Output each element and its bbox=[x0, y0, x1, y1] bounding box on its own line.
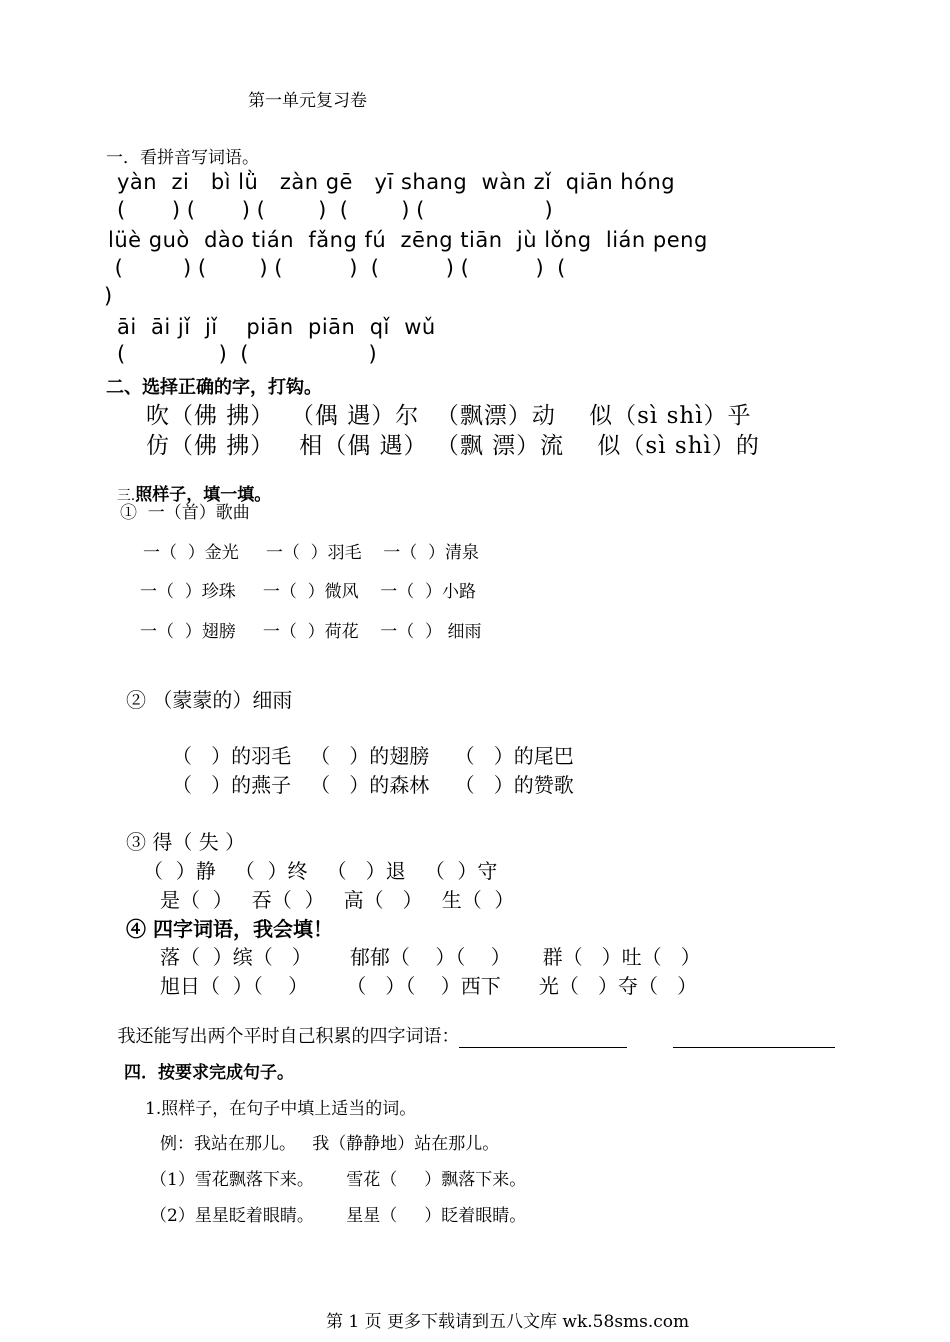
sub3-row-2: 是（ ） 吞（ ） 高（ ） 生（ ） bbox=[160, 888, 515, 912]
section4-question-1: （1）雪花飘落下来。 雪花（ ）飘落下来。 bbox=[150, 1170, 527, 1190]
answer-blank-2[interactable] bbox=[673, 1029, 835, 1048]
section4-question-2: （2）星星眨着眼睛。 星星（ ）眨着眼睛。 bbox=[150, 1206, 527, 1226]
sub4-row-2: 旭日（ ）（ ） （ ）（ ）西下 光（ ）夺（ ） bbox=[160, 974, 698, 998]
section4-heading: 四．按要求完成句子。 bbox=[124, 1063, 294, 1083]
sub4-extra bbox=[106, 1001, 835, 1048]
page-footer: 第 1 页 更多下载请到五八文库 wk.58sms.com bbox=[326, 1312, 690, 1332]
section2-line-2: 仿（佛 拂） 相（偶 遇） （飘 漂）流 似（sì shì）的 bbox=[146, 433, 760, 459]
pinyin-row-2: lüè guò dào tián fǎng fú zēng tiān jù lǒng lián peng bbox=[108, 228, 708, 252]
pinyin-row-1: yàn zi bì lǜ zàn gē yī shang wàn zǐ qiān hóng bbox=[117, 170, 676, 194]
sub3-row-1: （ ）静 （ ）终 （ ）退 （ ）守 bbox=[143, 859, 498, 883]
section4-example: 例：我站在那儿。 我（静静地）站在那儿。 bbox=[160, 1134, 500, 1154]
answer-parens-row-2-wrap: ) bbox=[104, 284, 113, 308]
sub2-row-1: （ ）的羽毛 （ ）的翅膀 （ ）的尾巴 bbox=[172, 744, 574, 768]
sub2-row-2: （ ）的燕子 （ ）的森林 （ ）的赞歌 bbox=[172, 773, 574, 797]
sub4-heading: ④ 四字词语，我会填！ bbox=[126, 917, 333, 941]
answer-parens-row-2: ( ) ( ) ( ) ( ) ( ) ( bbox=[108, 256, 566, 280]
section4-sub1: 1.照样子，在句子中填上适当的词。 bbox=[145, 1099, 417, 1119]
answer-parens-row-3: ( ) ( ) bbox=[117, 342, 377, 366]
sub1-row-1: 一（ ）金光 一（ ）羽毛 一（ ）清泉 bbox=[143, 543, 480, 563]
sub3-example: ③ 得（ 失 ） bbox=[126, 830, 246, 854]
answer-blank-1[interactable] bbox=[459, 1029, 627, 1048]
page-title: 第一单元复习卷 bbox=[248, 91, 367, 111]
sub4-extra-text: 我还能写出两个平时自己积累的四字词语： bbox=[117, 1026, 460, 1047]
sub1-row-3: 一（ ）翅膀 一（ ）荷花 一（ ） 细雨 bbox=[140, 622, 482, 642]
sub2-example: ② （蒙蒙的）细雨 bbox=[126, 688, 293, 712]
sub4-row-1: 落（ ）缤（ ） 郁郁（ ）（ ） 群（ ）吐（ ） bbox=[160, 945, 701, 969]
section3-heading-num: 三. bbox=[116, 488, 136, 504]
sub1-row-2: 一（ ）珍珠 一（ ）微风 一（ ）小路 bbox=[140, 582, 477, 602]
section1-heading: 一．看拼音写词语。 bbox=[106, 148, 259, 168]
section2-line-1: 吹（佛 拂） （偶 遇）尔 （飘漂）动 似（sì shì）乎 bbox=[146, 403, 752, 429]
pinyin-row-3: āi āi jǐ jǐ piān piān qǐ wǔ bbox=[117, 315, 436, 339]
section3-heading-text: 照样子，填一填。 bbox=[135, 485, 272, 505]
answer-parens-row-1: ( ) ( ) ( ) ( ) ( ) bbox=[117, 198, 553, 222]
sub1-example: ① 一（首）歌曲 bbox=[120, 503, 250, 523]
section2-heading: 二、选择正确的字，打钩。 bbox=[106, 377, 322, 398]
